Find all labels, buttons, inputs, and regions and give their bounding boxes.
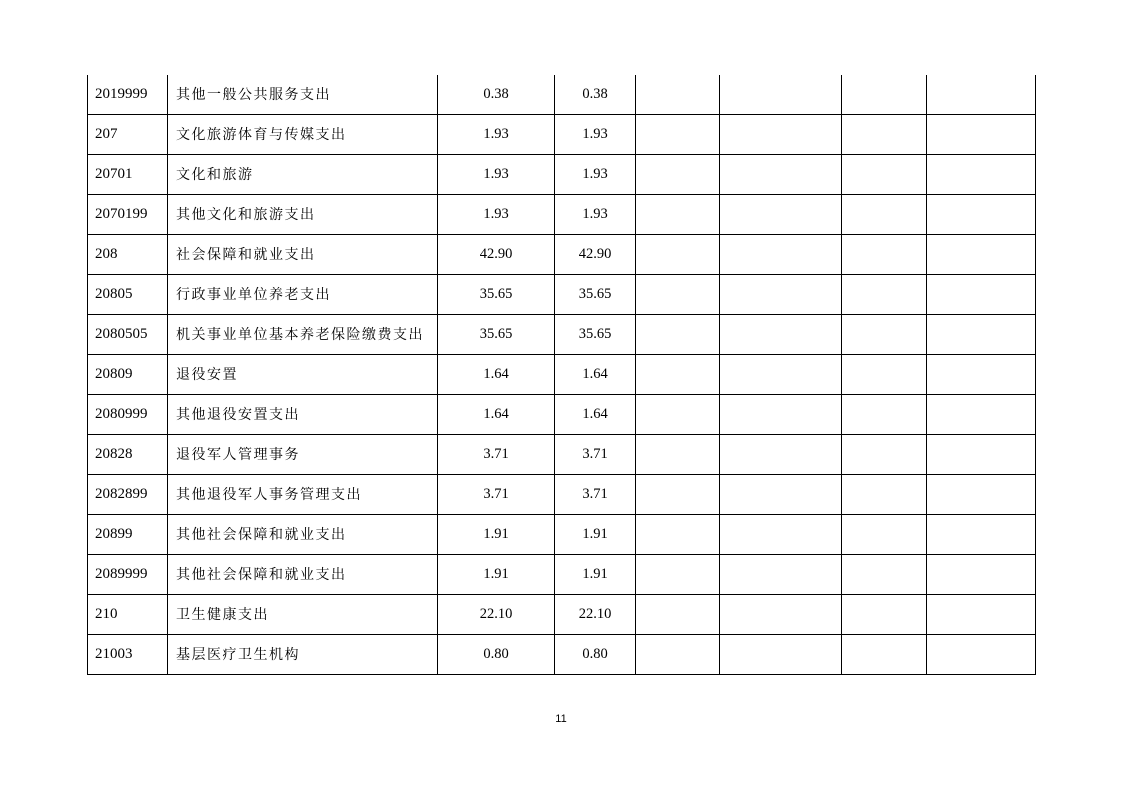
subject-name-cell: 文化旅游体育与传媒支出 xyxy=(168,115,438,155)
empty-cell xyxy=(842,195,927,235)
subject-code-cell: 2019999 xyxy=(88,75,168,115)
basic-expenditure-cell: 0.80 xyxy=(555,635,636,675)
basic-expenditure-cell: 35.65 xyxy=(555,275,636,315)
table-row xyxy=(88,235,1036,275)
subject-name-cell: 行政事业单位养老支出 xyxy=(168,275,438,315)
empty-cell xyxy=(720,235,842,275)
table-row xyxy=(88,395,1036,435)
table-row xyxy=(88,195,1036,235)
empty-cell xyxy=(842,595,927,635)
subject-code-cell: 2082899 xyxy=(88,475,168,515)
basic-expenditure-cell: 1.64 xyxy=(555,355,636,395)
empty-cell xyxy=(927,475,1036,515)
empty-cell xyxy=(720,635,842,675)
subject-name-cell: 其他社会保障和就业支出 xyxy=(168,555,438,595)
empty-cell xyxy=(636,315,720,355)
empty-cell xyxy=(927,75,1036,115)
empty-cell xyxy=(636,195,720,235)
empty-cell xyxy=(842,395,927,435)
empty-cell xyxy=(842,275,927,315)
empty-cell xyxy=(636,475,720,515)
table-row xyxy=(88,515,1036,555)
table-row xyxy=(88,115,1036,155)
subject-name-cell: 其他一般公共服务支出 xyxy=(168,75,438,115)
empty-cell xyxy=(927,195,1036,235)
subject-code-cell: 2080505 xyxy=(88,315,168,355)
subject-name-cell: 其他文化和旅游支出 xyxy=(168,195,438,235)
empty-cell xyxy=(842,635,927,675)
total-cell: 42.90 xyxy=(438,235,555,275)
table-row xyxy=(88,315,1036,355)
basic-expenditure-cell: 3.71 xyxy=(555,475,636,515)
empty-cell xyxy=(636,235,720,275)
empty-cell xyxy=(927,595,1036,635)
basic-expenditure-cell: 1.91 xyxy=(555,555,636,595)
total-cell: 1.93 xyxy=(438,155,555,195)
subject-name-cell: 其他社会保障和就业支出 xyxy=(168,515,438,555)
expenditure-table xyxy=(87,75,1036,675)
empty-cell xyxy=(636,155,720,195)
empty-cell xyxy=(720,475,842,515)
empty-cell xyxy=(720,115,842,155)
basic-expenditure-cell: 22.10 xyxy=(555,595,636,635)
empty-cell xyxy=(842,115,927,155)
total-cell: 1.64 xyxy=(438,355,555,395)
total-cell: 1.93 xyxy=(438,195,555,235)
empty-cell xyxy=(636,75,720,115)
subject-name-cell: 基层医疗卫生机构 xyxy=(168,635,438,675)
table-row xyxy=(88,435,1036,475)
empty-cell xyxy=(720,595,842,635)
basic-expenditure-cell: 1.93 xyxy=(555,195,636,235)
empty-cell xyxy=(927,315,1036,355)
subject-name-cell: 退役军人管理事务 xyxy=(168,435,438,475)
empty-cell xyxy=(842,155,927,195)
total-cell: 22.10 xyxy=(438,595,555,635)
empty-cell xyxy=(842,315,927,355)
empty-cell xyxy=(927,235,1036,275)
empty-cell xyxy=(636,275,720,315)
empty-cell xyxy=(720,75,842,115)
subject-name-cell: 其他退役军人事务管理支出 xyxy=(168,475,438,515)
subject-code-cell: 210 xyxy=(88,595,168,635)
empty-cell xyxy=(636,435,720,475)
total-cell: 3.71 xyxy=(438,435,555,475)
empty-cell xyxy=(720,195,842,235)
table-row xyxy=(88,355,1036,395)
basic-expenditure-cell: 1.91 xyxy=(555,515,636,555)
empty-cell xyxy=(720,435,842,475)
empty-cell xyxy=(842,555,927,595)
empty-cell xyxy=(842,355,927,395)
table-row xyxy=(88,155,1036,195)
subject-name-cell: 机关事业单位基本养老保险缴费支出 xyxy=(168,315,438,355)
total-cell: 35.65 xyxy=(438,275,555,315)
basic-expenditure-cell: 1.93 xyxy=(555,155,636,195)
empty-cell xyxy=(927,355,1036,395)
subject-code-cell: 20701 xyxy=(88,155,168,195)
basic-expenditure-cell: 0.38 xyxy=(555,75,636,115)
empty-cell xyxy=(720,355,842,395)
empty-cell xyxy=(927,395,1036,435)
empty-cell xyxy=(927,275,1036,315)
empty-cell xyxy=(842,475,927,515)
subject-name-cell: 退役安置 xyxy=(168,355,438,395)
subject-code-cell: 21003 xyxy=(88,635,168,675)
empty-cell xyxy=(927,515,1036,555)
total-cell: 0.80 xyxy=(438,635,555,675)
total-cell: 1.91 xyxy=(438,515,555,555)
empty-cell xyxy=(636,355,720,395)
empty-cell xyxy=(927,155,1036,195)
subject-code-cell: 20809 xyxy=(88,355,168,395)
subject-code-cell: 2089999 xyxy=(88,555,168,595)
subject-name-cell: 其他退役安置支出 xyxy=(168,395,438,435)
basic-expenditure-cell: 1.64 xyxy=(555,395,636,435)
total-cell: 1.64 xyxy=(438,395,555,435)
empty-cell xyxy=(720,275,842,315)
subject-name-cell: 卫生健康支出 xyxy=(168,595,438,635)
table-row xyxy=(88,75,1036,115)
basic-expenditure-cell: 3.71 xyxy=(555,435,636,475)
table-row xyxy=(88,275,1036,315)
total-cell: 35.65 xyxy=(438,315,555,355)
empty-cell xyxy=(720,395,842,435)
empty-cell xyxy=(927,115,1036,155)
subject-name-cell: 社会保障和就业支出 xyxy=(168,235,438,275)
table-row xyxy=(88,595,1036,635)
subject-code-cell: 20899 xyxy=(88,515,168,555)
subject-code-cell: 2070199 xyxy=(88,195,168,235)
empty-cell xyxy=(720,155,842,195)
empty-cell xyxy=(842,75,927,115)
expenditure-table-container xyxy=(87,75,1035,675)
total-cell: 1.93 xyxy=(438,115,555,155)
empty-cell xyxy=(842,235,927,275)
table-body xyxy=(88,75,1036,675)
empty-cell xyxy=(842,515,927,555)
empty-cell xyxy=(636,555,720,595)
subject-code-cell: 207 xyxy=(88,115,168,155)
subject-code-cell: 2080999 xyxy=(88,395,168,435)
empty-cell xyxy=(927,435,1036,475)
total-cell: 0.38 xyxy=(438,75,555,115)
empty-cell xyxy=(927,635,1036,675)
empty-cell xyxy=(636,635,720,675)
empty-cell xyxy=(842,435,927,475)
subject-code-cell: 20805 xyxy=(88,275,168,315)
table-row xyxy=(88,475,1036,515)
empty-cell xyxy=(636,515,720,555)
page-number: 11 xyxy=(555,713,567,725)
basic-expenditure-cell: 35.65 xyxy=(555,315,636,355)
empty-cell xyxy=(720,315,842,355)
basic-expenditure-cell: 1.93 xyxy=(555,115,636,155)
empty-cell xyxy=(720,555,842,595)
empty-cell xyxy=(636,595,720,635)
table-row xyxy=(88,555,1036,595)
basic-expenditure-cell: 42.90 xyxy=(555,235,636,275)
empty-cell xyxy=(636,395,720,435)
total-cell: 1.91 xyxy=(438,555,555,595)
total-cell: 3.71 xyxy=(438,475,555,515)
empty-cell xyxy=(927,555,1036,595)
subject-name-cell: 文化和旅游 xyxy=(168,155,438,195)
subject-code-cell: 20828 xyxy=(88,435,168,475)
subject-code-cell: 208 xyxy=(88,235,168,275)
empty-cell xyxy=(636,115,720,155)
table-row xyxy=(88,635,1036,675)
empty-cell xyxy=(720,515,842,555)
